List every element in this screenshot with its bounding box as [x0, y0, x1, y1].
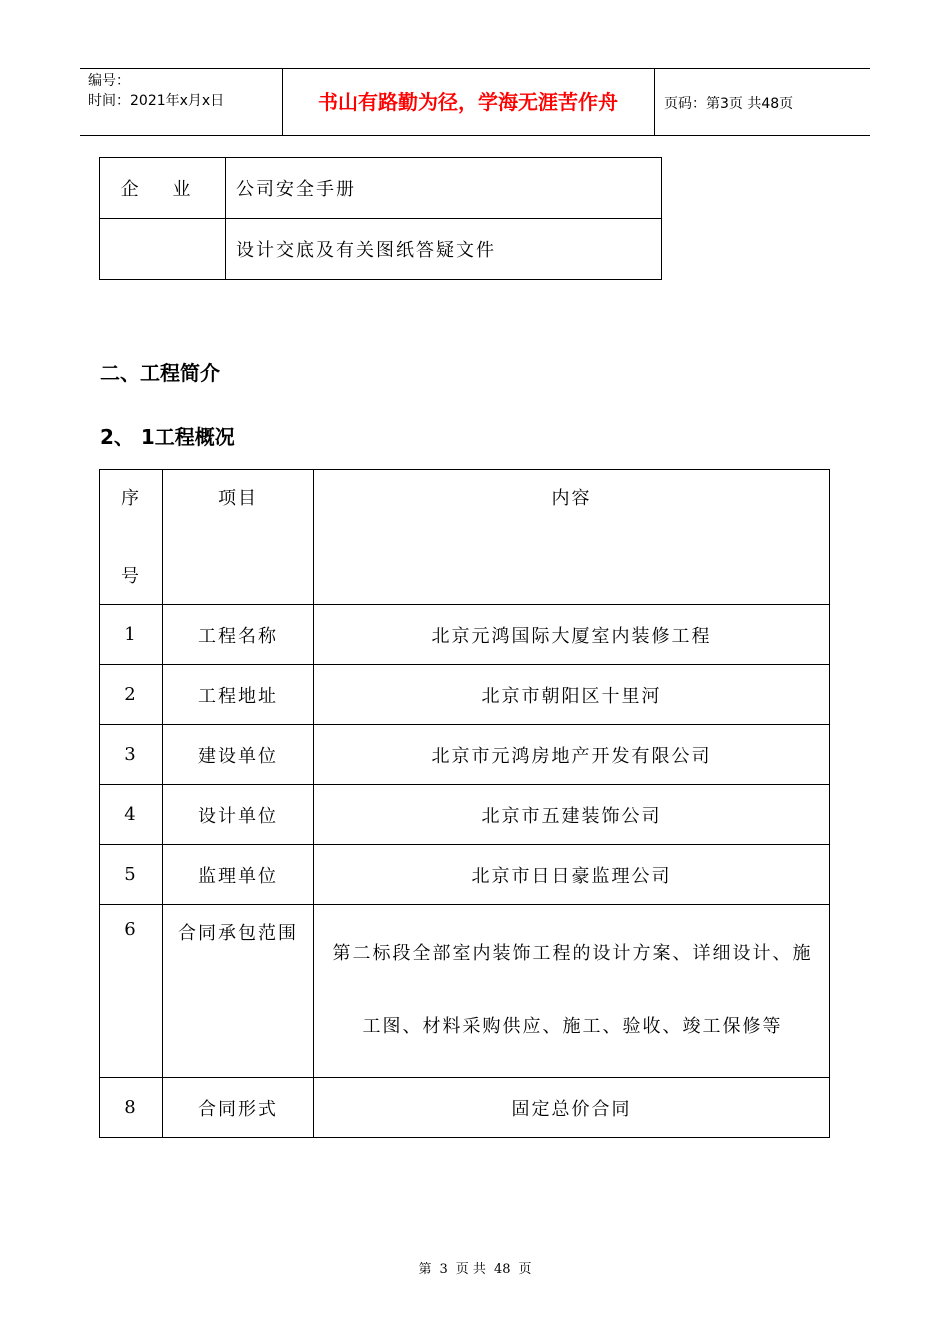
row-item: 合同承包范围 — [163, 905, 314, 1078]
row-item: 监理单位 — [163, 845, 314, 905]
row-content: 固定总价合同 — [314, 1078, 830, 1138]
table-row — [100, 158, 662, 219]
footer-mid: 页 共 — [455, 1262, 486, 1277]
row-no: 5 — [100, 845, 163, 905]
doc-cell: 公司安全手册 — [226, 158, 662, 219]
row-no: 1 — [100, 605, 163, 665]
row-content: 北京市朝阳区十里河 — [314, 665, 830, 725]
header-no-line2: 号 — [121, 566, 141, 587]
row-no: 2 — [100, 665, 163, 725]
table-row — [100, 219, 662, 280]
header-divider-left — [282, 68, 283, 135]
table-row — [100, 845, 830, 905]
table-header-row — [100, 470, 830, 605]
row-content-scope: 第二标段全部室内装饰工程的设计方案、详细设计、施工图、材料采购供应、施工、验收、竣工保修等 — [314, 905, 830, 1078]
row-no: 8 — [100, 1078, 163, 1138]
doc-cell: 设计交底及有关图纸答疑文件 — [226, 219, 662, 280]
table-row — [100, 785, 830, 845]
header-page-info: 页码：第3页 共48页 — [664, 96, 794, 112]
footer-current-page: 3 — [439, 1262, 448, 1277]
footer-suffix: 页 — [518, 1262, 532, 1277]
row-item: 工程名称 — [163, 605, 314, 665]
row-content: 北京市元鸿房地产开发有限公司 — [314, 725, 830, 785]
row-no: 3 — [100, 725, 163, 785]
header-divider-right — [654, 68, 655, 135]
project-overview-table — [99, 469, 830, 1138]
table-row-scope — [100, 905, 830, 1078]
row-item: 工程地址 — [163, 665, 314, 725]
header-content: 内容 — [314, 470, 830, 605]
footer-prefix: 第 — [418, 1262, 432, 1277]
time-label: 时间：2021年x月x日 — [88, 93, 225, 109]
table-row — [100, 725, 830, 785]
row-item: 合同形式 — [163, 1078, 314, 1138]
subsection-title: 2、 1工程概况 — [100, 425, 235, 449]
header-motto: 书山有路勤为径，学海无涯苦作舟 — [318, 90, 618, 114]
footer-total-pages: 48 — [493, 1262, 511, 1277]
header-item: 项目 — [163, 470, 314, 605]
section-title: 二、工程简介 — [100, 361, 220, 385]
table-row — [100, 665, 830, 725]
header-no — [100, 470, 163, 605]
reference-docs-table — [99, 157, 662, 280]
header-bottom-rule — [80, 135, 870, 136]
table-row — [100, 1078, 830, 1138]
row-item: 建设单位 — [163, 725, 314, 785]
category-cell — [100, 219, 226, 280]
row-content: 北京元鸿国际大厦室内装修工程 — [314, 605, 830, 665]
row-content: 北京市五建装饰公司 — [314, 785, 830, 845]
header-no-line1: 序 — [121, 488, 141, 509]
header-top-rule — [80, 68, 870, 69]
page-footer — [0, 1258, 950, 1277]
serial-label: 编号： — [88, 73, 130, 89]
row-no: 4 — [100, 785, 163, 845]
row-content: 北京市日日豪监理公司 — [314, 845, 830, 905]
table-row — [100, 605, 830, 665]
row-item: 设计单位 — [163, 785, 314, 845]
category-cell: 企 业 — [100, 158, 226, 219]
header-meta — [88, 71, 224, 111]
row-no: 6 — [100, 905, 163, 1078]
